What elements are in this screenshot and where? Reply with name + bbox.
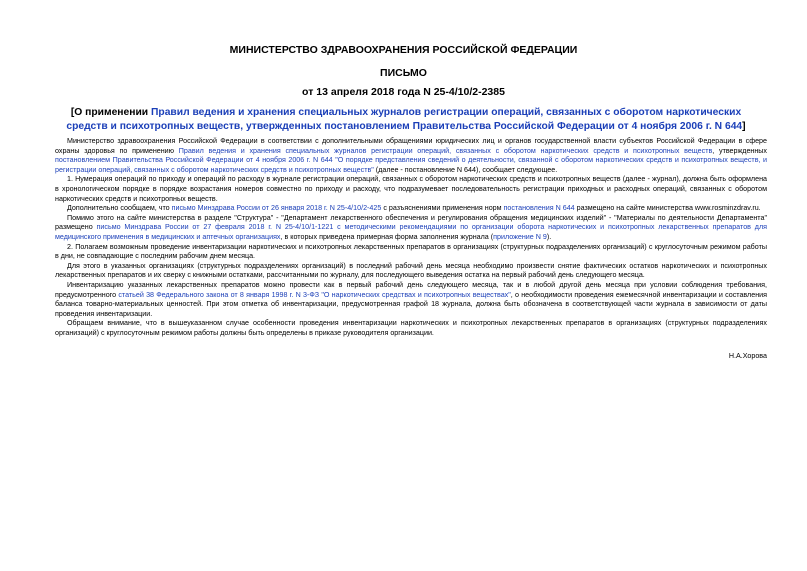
- title-link-rules[interactable]: Правил ведения и хранения специальных журналов регистрации операций, связанных с оборотом наркотических средств и психотропных веществ, утвержденных: [66, 107, 742, 132]
- link-letter-425[interactable]: письмо Минздрава России от 26 января 2018 г. N 25-4/10/2-425: [171, 204, 382, 213]
- document-date: от 13 апреля 2018 года N 25-4/10/2-2385: [302, 86, 505, 98]
- text-span: Министерство здравоохранения Российской Федерации в соответствии с дополнительными обращениями юридических лиц и органов государственной власти субъектов Российской Федерации в сфере охраны здоровья по применению: [55, 137, 767, 155]
- text-span: , о необходимости проведения ежемесячной инвентаризации и составления баланса товарно-материальных ценностей. При этом отметка об инвентаризации, предусмотренная графой 18 журнала, должна быть обозначена в соответствующей части журнала в зависимости от даты проведения инвентаризации.: [55, 290, 767, 318]
- link-article-38[interactable]: статьей 38 Федерального закона от 8 января 1998 г. N 3-ФЗ "О наркотических средствах и психотропных веществах": [118, 290, 511, 299]
- text-span: Дополнительно сообщаем, что: [67, 204, 172, 213]
- paragraph-intro: [55, 137, 767, 175]
- paragraph-1: 1. Нумерация операций по приходу и операций по расходу в журнале регистрации операций, связанных с оборотом наркотических средств и психотропных веществ (далее - журнал), должна быть оформлена в хронологическом порядке в порядке возрастания номеров совместно по приходу и расходу, что подразумевает последовательность регистрации приходных и расходных операций, связанных с оборотом наркотических средств и психотропных веществ.: [55, 175, 767, 203]
- link-decree-644-short[interactable]: постановления N 644: [503, 204, 575, 213]
- link-letter-1221[interactable]: письмо Минздрава России от 27 февраля 2018 г. N 25-4/10/1-1221 с методическими рекомендациями по организации оборота наркотических и психотропных лекарственных препаратов для медицинского применения в медицинских и аптечных организациях: [55, 223, 767, 241]
- text-span: с разъяснениями применения норм: [381, 204, 504, 213]
- paragraph-additional: [55, 204, 767, 214]
- document-body: [55, 137, 767, 338]
- paragraph-2: 2. Полагаем возможным проведение инвентаризации наркотических и психотропных лекарственных препаратов в организациях (структурных подразделениях организаций) с круглосуточным режимом работы в дни, не совпадающие с последним рабочим днем месяца.: [55, 242, 767, 261]
- text-span: размещено на сайте министерства www.rosminzdrav.ru.: [574, 204, 761, 213]
- title-prefix: [О применении: [70, 107, 151, 118]
- paragraph-inventory: [55, 281, 767, 319]
- paragraph-attention: Обращаем внимание, что в вышеуказанном случае особенности проведения инвентаризации наркотических и психотропных лекарственных препаратов в организациях (структурных подразделениях организаций) с круглосуточным режимом работы должны быть определены в приказе руководителя организации.: [55, 319, 767, 337]
- link-decree-644[interactable]: постановлением Правительства Российской Федерации от 4 ноября 2006 г. N 644 "О порядке представления сведений о деятельности, связанной с оборотом наркотических средств и психотропных веществ, и регистрации операций, связанных с оборотом наркотических средств и психотропных веществ": [55, 156, 767, 174]
- title-link-decree[interactable]: постановлением Правительства Российской Федерации от 4 ноября 2006 г. N 644: [324, 121, 743, 132]
- text-span: , в которых приведена примерная форма заполнения журнала (: [280, 232, 494, 241]
- text-span: , утвержденных: [712, 146, 768, 155]
- document-title: [58, 106, 754, 134]
- title-suffix: ]: [742, 121, 746, 132]
- signature: Н.А.Хорова: [728, 352, 767, 360]
- ministry-heading: МИНИСТЕРСТВО ЗДРАВООХРАНЕНИЯ РОССИЙСКОЙ ФЕДЕРАЦИИ: [229, 44, 578, 56]
- text-span: ).: [546, 232, 552, 241]
- text-span: (далее - постановление N 644), сообщает следующее.: [373, 165, 558, 174]
- link-appendix-9[interactable]: приложение N 9: [493, 232, 547, 241]
- text-span: Инвентаризацию указанных лекарственных препаратов можно провести как в первый рабочий день следующего месяца, так и в любой другой день месяца при условии соблюдения требования, предусмотренного: [55, 280, 767, 299]
- paragraph-site: [55, 214, 767, 243]
- link-rules[interactable]: Правил ведения и хранения специальных журналов регистрации операций, связанных с оборотом наркотических средств и психотропных веществ: [178, 146, 713, 155]
- document-type: ПИСЬМО: [380, 67, 427, 79]
- text-span: Помимо этого на сайте министерства в разделе "Структура" - "Департамент лекарственного обеспечения и регулирования обращения медицинских изделий" - "Материалы по деятельности Департамента" размещено: [55, 213, 767, 232]
- paragraph-for-this: Для этого в указанных организациях (структурных подразделениях организаций) в последний рабочий день месяца необходимо произвести снятие фактических остатков наркотических и психотропных лекарственных препаратов и их сверку с книжными остатками, рассчитанными по журналу, для последующего выведения остатка на первый рабочий день следующего месяца.: [55, 261, 767, 280]
